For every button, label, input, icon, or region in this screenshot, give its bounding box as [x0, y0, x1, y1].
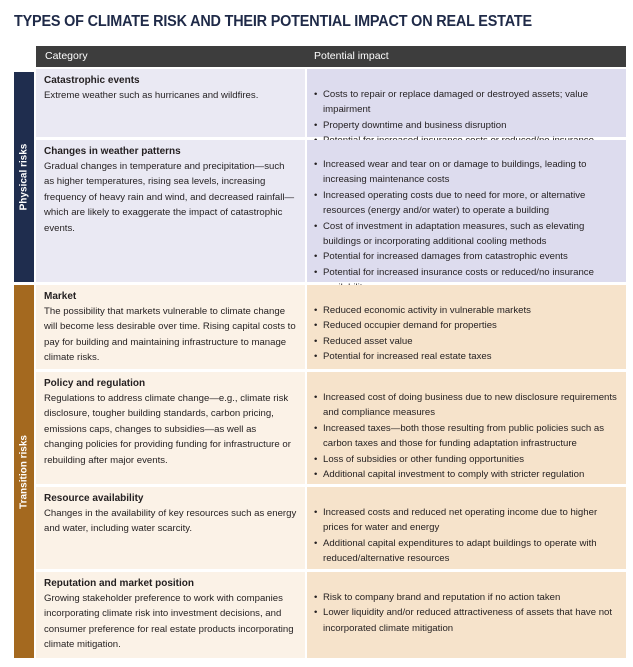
category-description: Growing stakeholder preference to work with companies incorporating climate risk into investment decisions, and consumer preference for real estate products incorporating climate mitigation.: [44, 593, 294, 651]
impact-item: • Reduced asset value: [314, 334, 620, 349]
impact-item: • Reduced occupier demand for properties: [314, 318, 620, 333]
table-row-policy-and-regulation: [36, 372, 626, 484]
impact-item: • Potential for increased insurance costs or reduced/no insurance: [314, 265, 620, 296]
category-title: Market: [44, 291, 77, 302]
impact-item: • Additional capital expenditures to adapt buildings to operate with reduced/alternative resources: [314, 536, 620, 567]
impact-list: [314, 505, 620, 567]
table-row-changes-in-weather-patterns: [36, 140, 626, 282]
impact-list: [314, 590, 620, 636]
category-cell: [36, 572, 305, 658]
page-title: TYPES OF CLIMATE RISK AND THEIR POTENTIAL IMPACT ON REAL ESTATE: [14, 13, 532, 30]
group-label-physical-risks: [14, 72, 34, 282]
category-title: Resource availability: [44, 493, 144, 504]
impact-list: [314, 157, 620, 296]
category-cell: [36, 69, 305, 137]
impact-item: • Increased operating costs due to need for more, or alternative resources (energy and/or water) to operate a building: [314, 188, 620, 219]
impact-item: • Increased cost of doing business due to new disclosure requirements and compliance measures: [314, 390, 620, 421]
header-impact: Potential impact: [314, 50, 389, 62]
impact-item: • Increased wear and tear on or damage to buildings, leading to increasing maintenance costs: [314, 157, 620, 188]
impact-item: • Potential for increased damages from catastrophic events: [314, 249, 620, 264]
category-description: Regulations to address climate change—e.g., climate risk disclosure, tougher building standards, carbon pricing, emissions caps, changes to subsidies—as well as changing policies for providing funding for infrastructure or rebuilding after major events.: [44, 393, 291, 466]
impact-cell: [307, 140, 626, 282]
impact-item: • Loss of subsidies or other funding opportunities: [314, 452, 620, 467]
impact-cell: [307, 285, 626, 369]
impact-item: • Costs to repair or replace damaged or destroyed assets; value impairment: [314, 87, 620, 118]
group-label-text: Physical risks: [18, 143, 30, 211]
impact-item: • Increased costs and reduced net operating income due to higher prices for water and energy: [314, 505, 620, 536]
impact-item: • Increased taxes—both those resulting from public policies such as carbon taxes and those for funding adaptation infrastructure: [314, 421, 620, 452]
table-row-catastrophic-events: [36, 69, 626, 137]
category-cell: [36, 487, 305, 569]
impact-cell: [307, 572, 626, 658]
category-description: The possibility that markets vulnerable to climate change will become less desirable over time. Rising capital costs to pay for building and maintaining infrastructure to manage climate risks.: [44, 306, 296, 364]
group-label-transition-risks: [14, 285, 34, 658]
category-title: Catastrophic events: [44, 75, 140, 86]
category-description: Extreme weather such as hurricanes and wildfires.: [44, 90, 259, 101]
header-category: Category: [45, 50, 88, 62]
impact-item: • Property downtime and business disruption: [314, 118, 620, 133]
category-title: Reputation and market position: [44, 578, 195, 589]
impact-cell: [307, 487, 626, 569]
table-row-market: [36, 285, 626, 369]
impact-list: [314, 303, 620, 365]
category-title: Changes in weather patterns: [44, 146, 181, 157]
impact-item: • Potential for increased real estate taxes: [314, 349, 620, 364]
impact-list: [314, 390, 620, 482]
impact-item: • Lower liquidity and/or reduced attractiveness of assets that have not incorporated climate mitigation: [314, 605, 620, 636]
category-title: Policy and regulation: [44, 378, 146, 389]
category-cell: [36, 372, 305, 484]
category-description: Changes in the availability of key resources such as energy and water, including water scarcity.: [44, 508, 297, 535]
impact-item: • Cost of investment in adaptation measures, such as elevating buildings or incorporating additional cooling methods: [314, 219, 620, 250]
impact-item: • Reduced economic activity in vulnerable markets: [314, 303, 620, 318]
category-cell: [36, 140, 305, 282]
table-row-resource-availability: [36, 487, 626, 569]
impact-cell: [307, 372, 626, 484]
category-description: Gradual changes in temperature and precipitation—such as higher temperatures, rising sea levels, increasing frequency of heavy rain and wind, and decreased rainfall—which are likely to exaggerate the impact of catastrophic events.: [44, 161, 295, 234]
impact-item: • Risk to company brand and reputation if no action taken: [314, 590, 620, 605]
table-header: [36, 46, 626, 67]
table-row-reputation-and-market-position: [36, 572, 626, 658]
category-cell: [36, 285, 305, 369]
group-label-text: Transition risks: [18, 434, 30, 509]
impact-cell: [307, 69, 626, 137]
impact-item: • Additional capital investment to comply with stricter regulation: [314, 467, 620, 482]
